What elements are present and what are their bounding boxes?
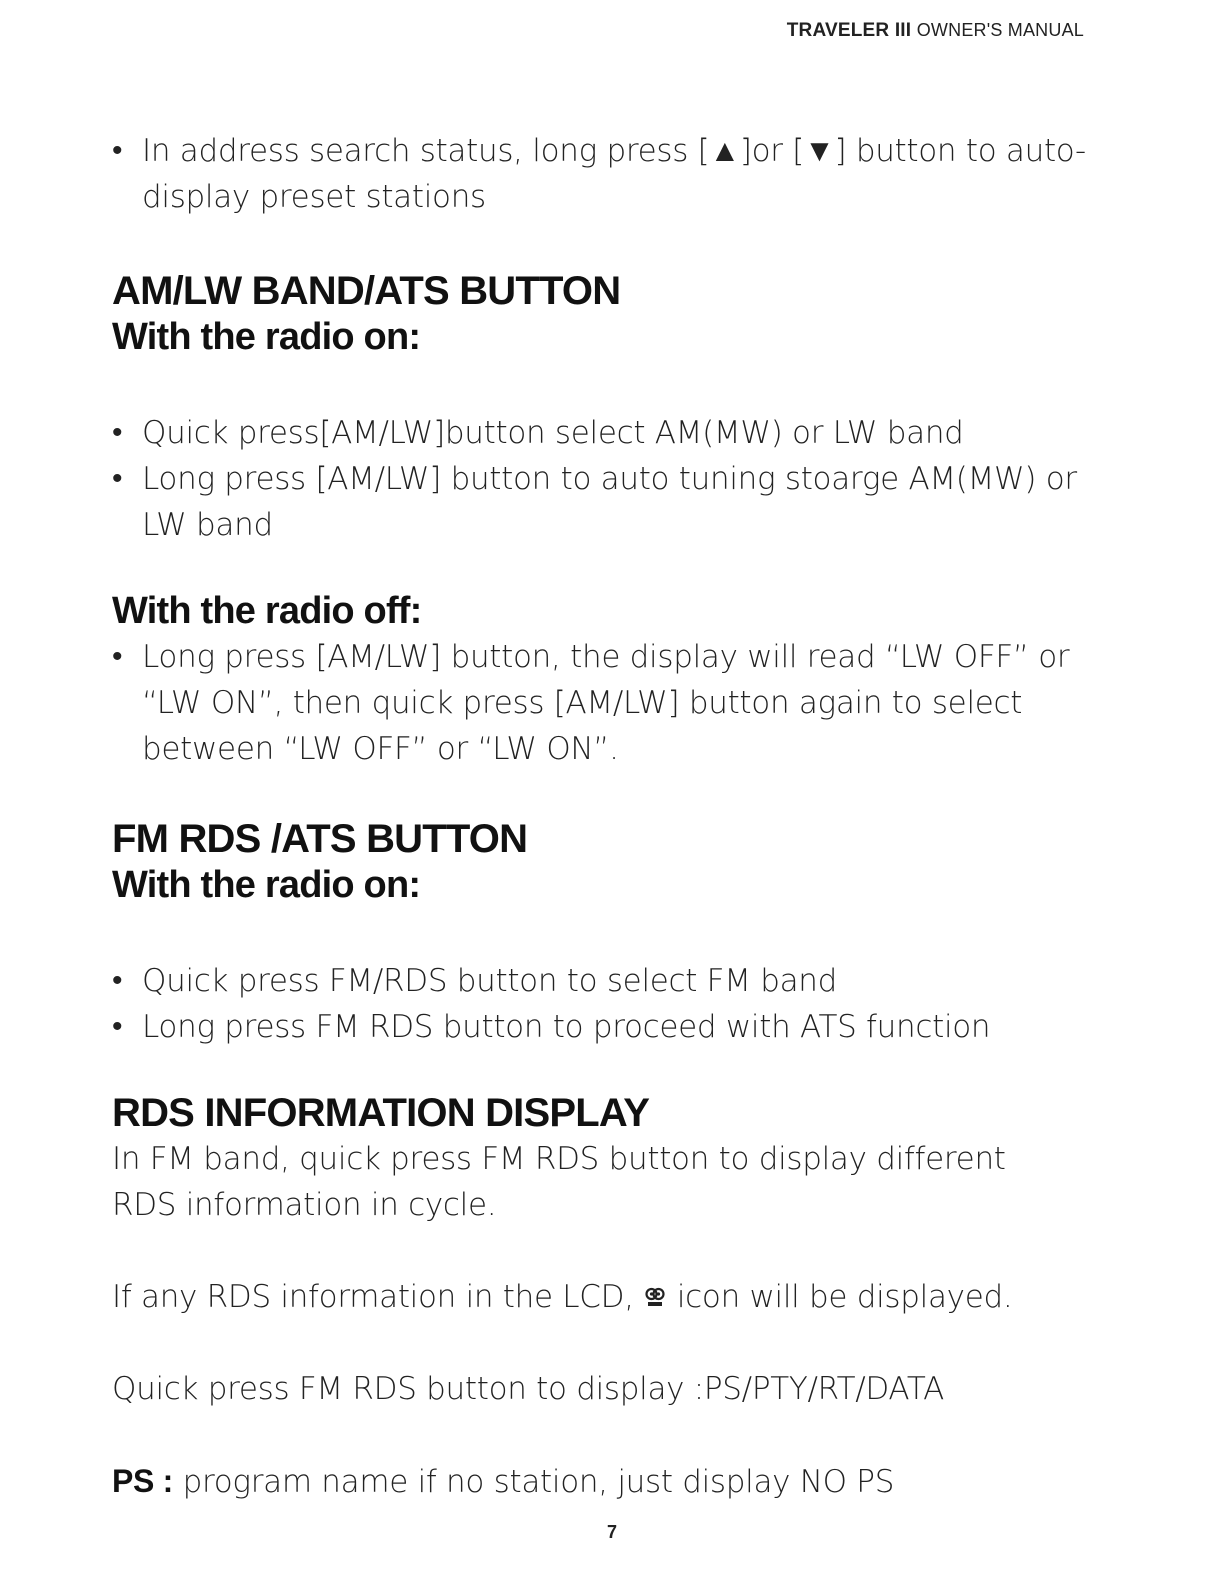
bullet-text: Long press FM RDS button to proceed with ATS function (142, 1009, 991, 1045)
am-section-title: AM/LW BAND/ATS BUTTON (112, 269, 621, 313)
bullet-icon: • (112, 1009, 123, 1044)
fm-radio-on-heading: With the radio on: (112, 864, 421, 906)
list-item (112, 1004, 1102, 1050)
am-radio-off-list (112, 634, 1102, 772)
rds-paragraph-3: Quick press FM RDS button to display :PS/PTY/RT/DATA (112, 1371, 945, 1407)
rds-paragraph-2 (112, 1274, 1102, 1320)
rds-paragraph-1: In FM band, quick press FM RDS button to display different RDS information in cycle. (112, 1141, 1006, 1223)
intro-text-b: ]or [ (739, 133, 805, 169)
list-item (112, 410, 1102, 456)
fm-radio-on-list (112, 958, 1102, 1050)
rds-icon (643, 1285, 667, 1309)
rds-paragraph-2-a: If any RDS information in the LCD, (112, 1279, 644, 1315)
ps-text: program name if no station, just display NO PS (173, 1464, 895, 1500)
bullet-text: Quick press[AM/LW]button select AM(MW) or LW band (142, 415, 964, 451)
list-item (112, 634, 1102, 772)
am-radio-off-heading: With the radio off: (112, 590, 422, 632)
ps-label: PS : (112, 1463, 174, 1499)
bullet-text: Long press [AM/LW] button, the display will read “LW OFF” or “LW ON”, then quick press [AM/LW] button again to select between “LW OFF” or “LW ON”. (142, 639, 1070, 767)
am-radio-on-heading: With the radio on: (112, 316, 421, 358)
intro-text-a: In address search status, long press [ (142, 133, 710, 169)
header-subtitle: OWNER'S MANUAL (916, 20, 1084, 40)
rds-section-title: RDS INFORMATION DISPLAY (112, 1091, 650, 1135)
bullet-icon: • (112, 639, 123, 674)
bullet-icon: • (112, 415, 123, 450)
page-content (112, 128, 1102, 1505)
down-arrow-icon: ▼ (804, 133, 835, 169)
bullet-icon: • (112, 461, 123, 496)
list-item (112, 958, 1102, 1004)
list-item (112, 456, 1102, 548)
intro-text-c: ] button to auto-display preset stations (142, 133, 1086, 215)
ps-definition (112, 1458, 1102, 1505)
up-arrow-icon: ▲ (709, 133, 740, 169)
list-item (112, 128, 1102, 220)
bullet-text: Long press [AM/LW] button to auto tuning stoarge AM(MW) or LW band (142, 461, 1077, 543)
intro-bullet-list (112, 128, 1102, 220)
header-brand: TRAVELER III (786, 20, 912, 41)
rds-paragraph-2-b: icon will be displayed. (667, 1279, 1013, 1315)
page-number: 7 (606, 1522, 617, 1542)
bullet-icon: • (112, 133, 123, 168)
bullet-icon: • (112, 963, 123, 998)
am-radio-on-list (112, 410, 1102, 548)
bullet-text: Quick press FM/RDS button to select FM band (142, 963, 838, 999)
fm-section-title: FM RDS /ATS BUTTON (112, 817, 528, 861)
page-header (787, 20, 1084, 42)
